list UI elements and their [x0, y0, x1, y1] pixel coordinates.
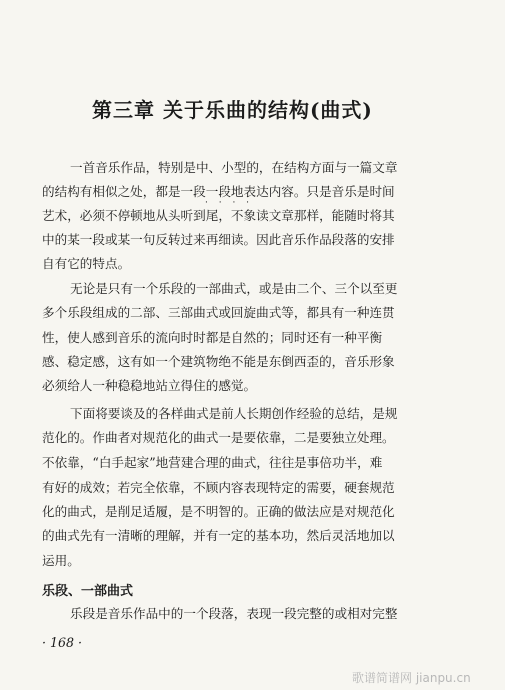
paragraph-line: 艺术，必须不停顿地从头听到尾，不象读文章那样，能随时将其	[42, 208, 395, 223]
paragraph-line: 一首音乐作品，特别是中、小型的，在结构方面与一篇文章	[70, 160, 398, 175]
chapter-title: 第三章 关于乐曲的结构(曲式)	[92, 98, 373, 122]
paragraph-line: 性，使人感到音乐的流向时时都是自然的；同时还有一种平衡	[42, 330, 383, 345]
paragraph-line: 必须给人一种稳稳地站立得住的感觉。	[42, 378, 257, 393]
paragraph-line: 自有它的特点。	[42, 256, 131, 271]
paragraph-line: 无论是只有一个乐段的一部曲式，或是由二个、三个以至更	[70, 281, 398, 296]
paragraph-line: 下面将要谈及的各样曲式是前人长期创作经验的总结，是规	[70, 406, 398, 421]
paragraph-line: 多个乐段组成的二部、三部曲式或回旋曲式等，都具有一种连贯	[42, 305, 395, 320]
paragraph-line: 不依靠，“白手起家”地营建合理的曲式，往往是事倍功半，难	[42, 455, 383, 470]
paragraph-line: 中的某一段或某一句反转过来再细读。因此音乐作品段落的安排	[42, 232, 395, 247]
paragraph-line: 的曲式先有一清晰的理解，并有一定的基本功，然后灵活地加以	[42, 528, 395, 543]
section-heading: 乐段、一部曲式	[42, 584, 134, 599]
paragraph-line: 有好的成效；若完全依靠，不顾内容表现特定的需要，硬套规范	[42, 480, 395, 495]
page-number: · 168 ·	[42, 635, 83, 650]
paragraph-line: 乐段是音乐作品中的一个段落，表现一段完整的或相对完整	[70, 606, 398, 621]
watermark: 歌谱简谱网 jianpu.cn	[352, 671, 471, 685]
paragraph-line: 的结构有相似之处，都是一段一段地表达内容。只是音乐是时间	[42, 184, 395, 199]
paragraph-line: 范化的。作曲者对规范化的曲式一是要依靠，二是要独立处理。	[42, 430, 395, 445]
paragraph-line: 感、稳定感，这有如一个建筑物绝不能是东倒西歪的，音乐形象	[42, 354, 395, 369]
emphasis-dots: · · · ·	[205, 198, 254, 208]
paragraph-line: 化的曲式，是削足适履，是不明智的。正确的做法应是对规范化	[42, 504, 395, 519]
paragraph-line: 运用。	[42, 553, 80, 568]
